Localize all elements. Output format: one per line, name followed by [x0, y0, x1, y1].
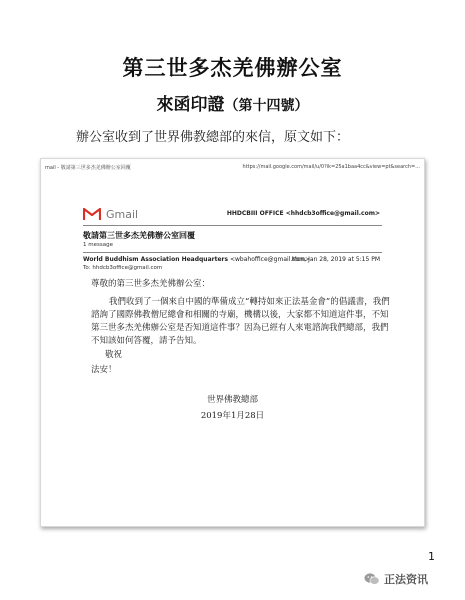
subtitle-number: （第十四號）: [224, 98, 309, 114]
page-title: 第三世多杰羌佛辦公室: [122, 56, 343, 80]
email-date: Mon, Jan 28, 2019 at 5:15 PM: [291, 256, 380, 263]
browser-tab-title: mail - 敬請第三世多杰羌佛辦公室回覆: [45, 165, 131, 171]
intro-text: 辦公室收到了世界佛教總部的來信，原文如下：: [76, 130, 350, 145]
email-greeting: 尊敬的第三世多杰羌佛辦公室：: [91, 279, 211, 289]
browser-url: https://mail.google.com/mail/u/0?ik=25a1baa4cc&view=pt&search=...: [242, 164, 420, 170]
gmail-brand: Gmail: [106, 207, 139, 221]
email-closing: 敬祝: [105, 350, 123, 360]
watermark-text: 正法资讯: [384, 573, 428, 586]
email-from: [83, 256, 310, 263]
divider: [83, 225, 382, 226]
browser-header: [45, 164, 420, 174]
watermark: [364, 571, 428, 587]
subtitle-main: 來函印證: [156, 95, 225, 115]
from-name: World Buddhism Association Headquarters: [83, 256, 229, 263]
page-subtitle: [0, 90, 465, 115]
email-paragraph: 我們收到了一個來自中國的準備成立“轉持如來正法基金會”的倡議書，我們諮詢了國際佛教僧尼總會和相關的寺廟，機構以後，大家都不知道這件事，不知第三世多杰羌佛辦公室是否知道這件事？因為已經有人來電諮詢我們總部，我們不知該如何答覆，請予告知。: [91, 297, 390, 346]
page-number: 1: [428, 550, 435, 563]
account-address: HHDCBIII OFFICE <hhdcb3office@gmail.com>: [226, 210, 380, 217]
email-sign-date: 2019年1月28日: [200, 411, 265, 421]
email-screenshot: [40, 158, 425, 527]
email-signature: 世界佛教總部: [206, 395, 258, 405]
email-subject: 敬請第三世多杰羌佛辦公室回覆: [83, 231, 195, 240]
gmail-icon: [83, 207, 101, 221]
from-email: <wbahoffice@gmail.com>: [229, 256, 311, 263]
divider: [83, 252, 382, 253]
message-count: 1 message: [83, 242, 113, 248]
gmail-logo: [83, 206, 138, 222]
email-to: To: hhdcb3office@gmail.com: [83, 265, 163, 271]
email-signoff: 法安！: [91, 365, 117, 375]
wechat-icon: [364, 572, 380, 586]
email-body: [91, 278, 391, 377]
